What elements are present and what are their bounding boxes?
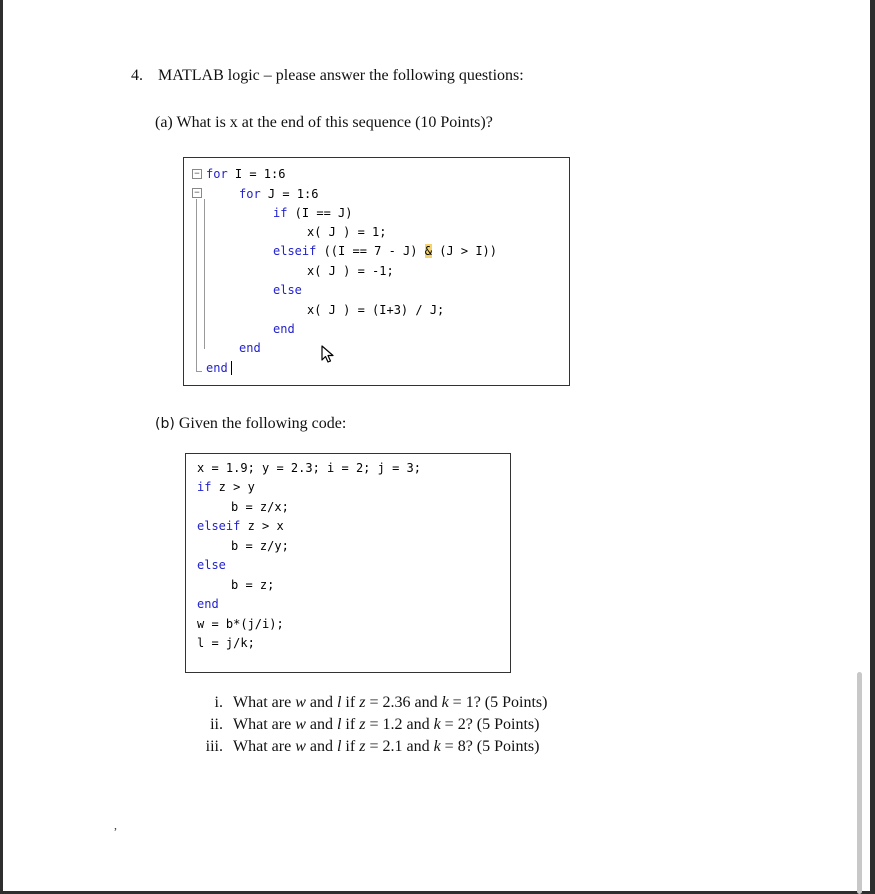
part-b-label: (b) <box>155 416 175 432</box>
code-line <box>206 167 285 181</box>
stray-mark: , <box>114 818 117 832</box>
code-snippet-a <box>183 157 570 386</box>
code-line <box>273 322 295 336</box>
window-frame-left <box>0 0 3 894</box>
code-line <box>273 283 302 297</box>
code-line: x = 1.9; y = 2.3; i = 2; j = 3; <box>197 461 421 475</box>
mouse-pointer-icon <box>321 345 335 368</box>
keyword: end <box>273 322 295 336</box>
code-text: J = 1:6 <box>260 187 319 201</box>
question-number: 4. <box>131 67 143 84</box>
code-snippet-b <box>185 453 511 673</box>
code-line: b = z/y; <box>231 539 289 553</box>
code-line <box>239 187 318 201</box>
keyword: for <box>239 187 261 201</box>
keyword: end <box>197 597 219 611</box>
keyword: end <box>206 361 228 375</box>
fold-guide-line <box>196 199 197 371</box>
keyword: elseif <box>273 244 317 258</box>
vertical-scrollbar[interactable] <box>857 672 862 894</box>
window-frame-right <box>870 0 875 894</box>
code-text: I = 1:6 <box>227 167 286 181</box>
subquestion-text: What are w and l if z = 2.1 and k = 8? (5 Points) <box>233 738 540 755</box>
code-line <box>273 244 497 258</box>
subquestion-text: What are w and l if z = 1.2 and k = 2? (5 Points) <box>233 716 540 733</box>
code-line: x( J ) = -1; <box>307 264 394 278</box>
fold-guide-line <box>204 199 205 349</box>
code-line <box>197 597 219 611</box>
part-a-prompt: (a) What is x at the end of this sequence (10 Points)? <box>155 114 493 131</box>
code-text: ((I == 7 - J) <box>316 244 425 258</box>
keyword: if <box>273 206 288 220</box>
subquestion-number: i. <box>214 694 223 711</box>
subquestion-number: iii. <box>205 738 223 755</box>
keyword: end <box>239 341 261 355</box>
part-b-prompt: Given the following code: <box>178 415 347 432</box>
code-text: (I == J) <box>287 206 353 220</box>
keyword: elseif <box>197 519 241 533</box>
subquestion-text: What are w and l if z = 2.36 and k = 1? (5 Points) <box>233 694 548 711</box>
code-text: z > y <box>211 480 255 494</box>
fold-guide-end <box>196 371 202 372</box>
code-line <box>206 361 228 375</box>
text-caret <box>231 361 232 375</box>
keyword: for <box>206 167 228 181</box>
code-line <box>197 480 255 494</box>
code-line <box>197 558 226 572</box>
keyword: else <box>197 558 226 572</box>
code-text: (J > I)) <box>431 244 497 258</box>
code-line <box>197 519 284 533</box>
code-line: w = b*(j/i); <box>197 617 284 631</box>
code-line: l = j/k; <box>197 636 255 650</box>
fold-collapse-icon[interactable]: − <box>192 169 202 179</box>
part-b-heading <box>155 415 346 433</box>
code-text: z > x <box>240 519 284 533</box>
question-title: MATLAB logic – please answer the following questions: <box>158 67 524 84</box>
code-line: x( J ) = 1; <box>307 225 387 239</box>
code-line: b = z; <box>231 578 275 592</box>
fold-collapse-icon[interactable]: − <box>192 188 202 198</box>
code-line <box>239 341 261 355</box>
code-line <box>273 206 352 220</box>
keyword: if <box>197 480 212 494</box>
subquestion-number: ii. <box>210 716 223 733</box>
keyword: else <box>273 283 302 297</box>
code-line: x( J ) = (I+3) / J; <box>307 303 445 317</box>
code-line: b = z/x; <box>231 500 289 514</box>
highlighted-operator: & <box>424 244 432 258</box>
